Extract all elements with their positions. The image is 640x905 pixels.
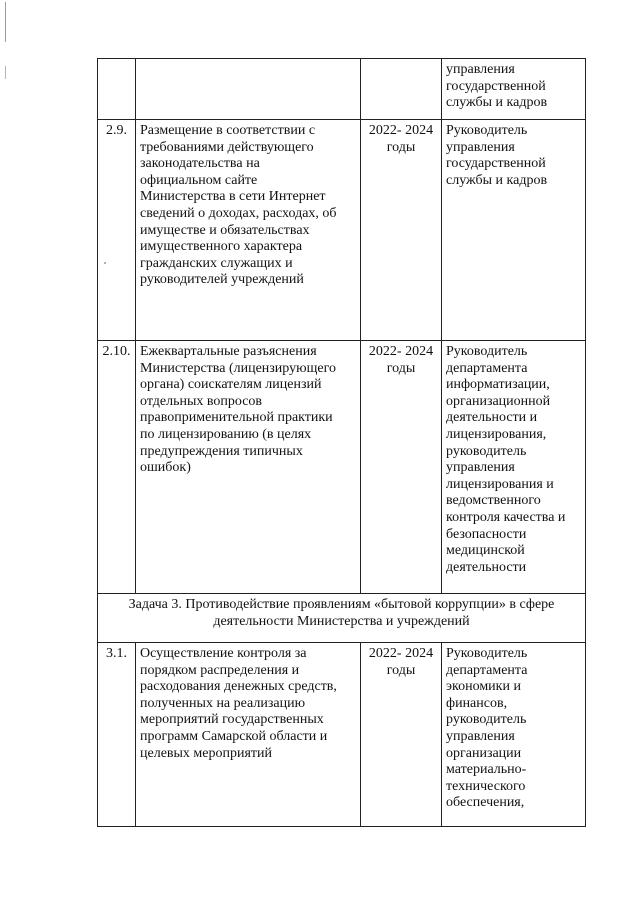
responsible-cell: управления государственной службы и кадров xyxy=(442,59,586,120)
responsible-cell: Руководитель управления государственной службы и кадров xyxy=(442,120,586,341)
table-row xyxy=(98,643,586,827)
task-heading-cell: Задача 3. Противодействие проявлениям «бытовой коррупции» в сфере деятельности Министерства и учреждений xyxy=(98,594,586,643)
measure-cell: Осуществление контроля за порядком распределения и расходования денежных средств, полученных на реализацию мероприятий государственных программ Самарской области и целевых мероприятий xyxy=(136,643,361,827)
term-cell: 2022- 2024 годы xyxy=(361,341,442,594)
table-row xyxy=(98,594,586,643)
term-cell xyxy=(361,59,442,120)
measure-cell: Размещение в соответствии с требованиями действующего законодательства на официальном сайте Министерства в сети Интернет сведений о доходах, расходах, об имуществе и обязательствах имущественного характера гражданских служащих и руководителей учреждений xyxy=(136,120,361,341)
item-number-cell: 2.10. xyxy=(98,341,136,594)
item-number-cell: 2.9. xyxy=(98,120,136,341)
item-number-cell: 3.1. xyxy=(98,643,136,827)
term-cell: 2022- 2024 годы xyxy=(361,643,442,827)
scan-margin-mark xyxy=(5,66,6,79)
scan-margin-mark xyxy=(5,2,6,42)
table-row xyxy=(98,59,586,120)
measure-cell xyxy=(136,59,361,120)
term-cell: 2022- 2024 годы xyxy=(361,120,442,341)
table-row xyxy=(98,120,586,341)
table-row xyxy=(98,341,586,594)
responsible-cell: Руководитель департамента информатизации, организационной деятельности и лицензирования, руководитель управления лицензирования и ведомственного контроля качества и безопасности медицинской деятельности xyxy=(442,341,586,594)
item-number-cell xyxy=(98,59,136,120)
responsible-cell: Руководитель департамента экономики и финансов, руководитель управления организации материально- технического обеспечения, xyxy=(442,643,586,827)
measures-table xyxy=(97,58,586,827)
measure-cell: Ежеквартальные разъяснения Министерства (лицензирующего органа) соискателям лицензий отдельных вопросов правоприменительной практики по лицензированию (в целях предупреждения типичных ошибок) xyxy=(136,341,361,594)
